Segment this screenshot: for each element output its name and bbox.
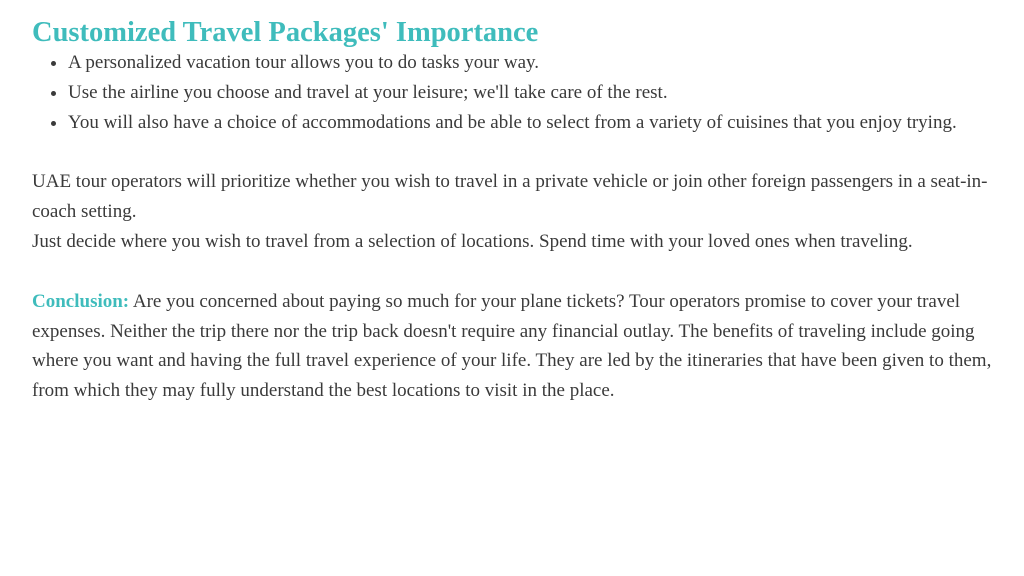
bullet-item: • You will also have a choice of accommodations and be able to select from a variety of cuisines that you enjoy trying. [68,108,994,138]
conclusion-text: Are you concerned about paying so much for your plane tickets? Tour operators promise to cover your travel expenses. Neither the trip there nor the trip back doesn't require any financial outlay. The benefits of traveling include going where you want and having the full travel experience of your life. They are led by the itineraries that have been given to them, from which they may fully understand the best locations to visit in the place. [32,290,992,402]
spacer [32,257,994,287]
bullet-list [32,48,994,137]
bullet-item: • A personalized vacation tour allows you to do tasks your way. [68,48,994,78]
section-heading: Customized Travel Packages' Importance [32,17,539,48]
conclusion-paragraph [32,287,994,406]
body-paragraph: UAE tour operators will prioritize whether you wish to travel in a private vehicle or join other foreign passengers in a seat-in-coach setting. [32,171,988,223]
bullet-item: • Use the airline you choose and travel at your leisure; we'll take care of the rest. [68,78,994,108]
body-paragraph: Just decide where you wish to travel from a selection of locations. Spend time with your loved ones when traveling. [32,230,913,252]
conclusion-label: Conclusion: [32,290,130,312]
spacer [32,137,994,167]
